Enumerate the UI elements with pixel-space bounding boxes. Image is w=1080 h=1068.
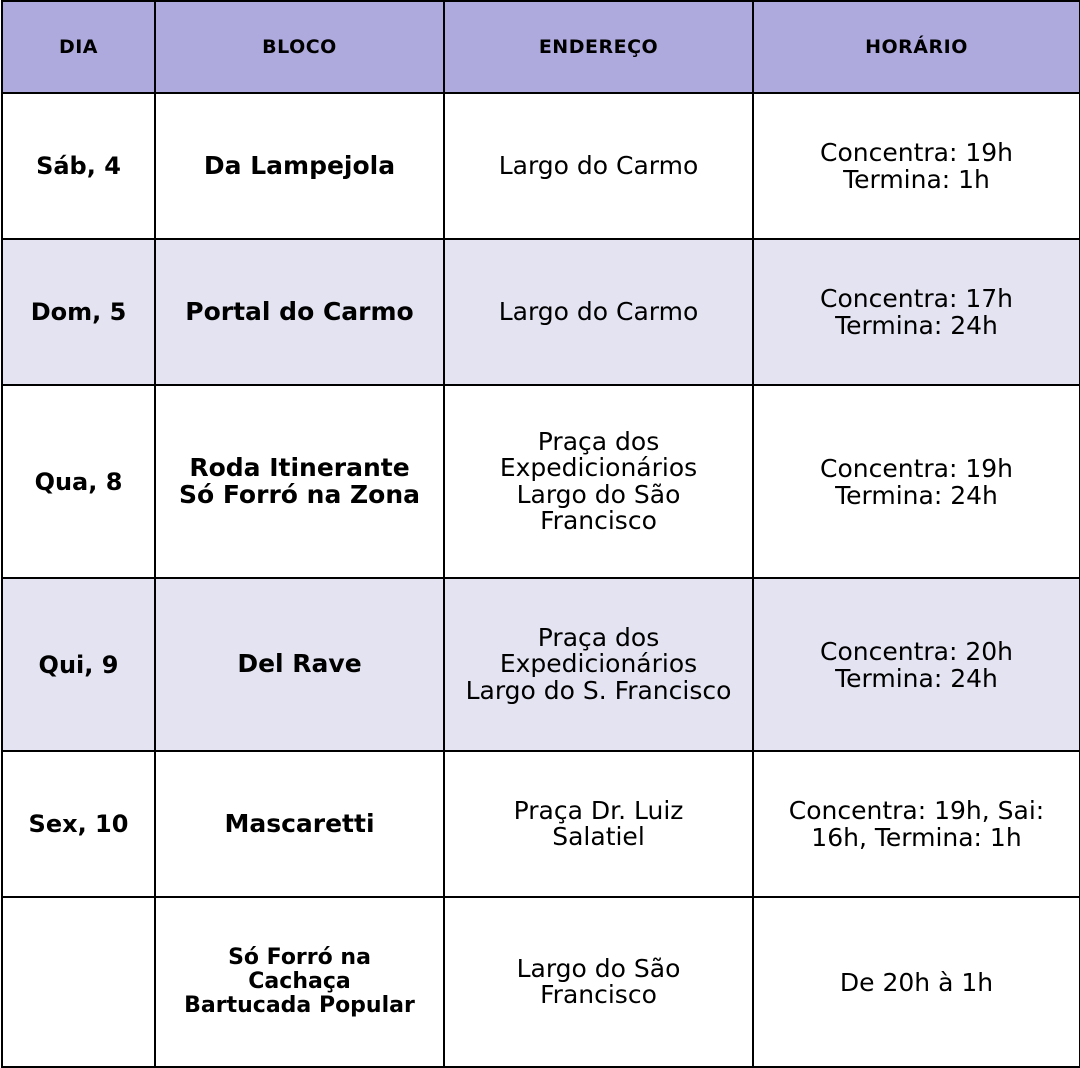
cell-endereco [444, 578, 753, 751]
cell-bloco [155, 578, 444, 751]
cell-bloco [155, 385, 444, 578]
bloco-line: Só Forró na [228, 944, 371, 970]
endereco-line: Largo do São [516, 953, 681, 983]
cell-dia: Qua, 8 [2, 385, 155, 578]
endereco-line: Expedicionários [499, 649, 698, 679]
table-row [2, 897, 1080, 1067]
cell-horario [753, 93, 1080, 239]
bloco-line: Mascaretti [224, 808, 375, 838]
cell-endereco [444, 897, 753, 1067]
horario-line: Concentra: 17h [820, 284, 1013, 313]
horario-line: 16h, Termina: 1h [811, 823, 1022, 852]
endereco-line: Largo do Carmo [498, 296, 699, 326]
cell-endereco [444, 239, 753, 385]
bloco-line: Da Lampejola [203, 150, 396, 180]
horario-line: Concentra: 19h [820, 138, 1013, 167]
table-row [2, 385, 1080, 578]
header-dia: DIA [2, 1, 155, 93]
endereco-line: Francisco [540, 505, 657, 535]
table-row [2, 751, 1080, 897]
cell-dia: Qui, 9 [2, 578, 155, 751]
endereco-line: Francisco [540, 980, 657, 1009]
table-header [2, 1, 1080, 93]
bloco-line: Portal do Carmo [185, 296, 414, 326]
cell-endereco [444, 751, 753, 897]
bloco-line: Del Rave [237, 649, 362, 679]
bloco-line: Roda Itinerante [189, 453, 410, 483]
horario-line: Concentra: 19h, Sai: [788, 796, 1045, 825]
table-row [2, 239, 1080, 385]
table-body [2, 93, 1080, 1067]
header-endereco: ENDEREÇO [444, 1, 753, 93]
header-bloco: BLOCO [155, 1, 444, 93]
header-row [2, 1, 1080, 93]
cell-horario [753, 385, 1080, 578]
horario-line: Termina: 24h [835, 663, 998, 693]
cell-bloco [155, 897, 444, 1067]
cell-dia [2, 897, 155, 1067]
endereco-line: Praça dos [537, 623, 660, 653]
horario-line: Termina: 24h [835, 480, 998, 510]
horario-line: Concentra: 19h [820, 453, 1013, 483]
cell-bloco [155, 239, 444, 385]
header-horario: HORÁRIO [753, 1, 1080, 93]
endereco-line: Largo do S. Francisco [465, 675, 732, 705]
endereco-line: Praça Dr. Luiz [513, 795, 684, 825]
bloco-line: Só Forró na Zona [178, 479, 420, 509]
bloco-line: Bartucada Popular [184, 993, 415, 1019]
endereco-line: Salatiel [552, 822, 645, 851]
schedule-table [1, 0, 1080, 1068]
endereco-line: Expedicionários [499, 453, 698, 483]
horario-line: Concentra: 20h [820, 636, 1013, 666]
endereco-line: Largo do São [516, 479, 681, 509]
bloco-line: Cachaça [248, 968, 351, 994]
cell-dia: Sex, 10 [2, 751, 155, 897]
cell-horario [753, 897, 1080, 1067]
cell-endereco [444, 385, 753, 578]
cell-bloco [155, 93, 444, 239]
cell-horario [753, 578, 1080, 751]
cell-horario [753, 239, 1080, 385]
horario-line: De 20h à 1h [839, 967, 994, 997]
endereco-line: Largo do Carmo [498, 150, 699, 180]
table-row [2, 578, 1080, 751]
cell-horario [753, 751, 1080, 897]
cell-endereco [444, 93, 753, 239]
endereco-line: Praça dos [537, 427, 660, 456]
cell-bloco [155, 751, 444, 897]
cell-dia: Dom, 5 [2, 239, 155, 385]
cell-dia: Sáb, 4 [2, 93, 155, 239]
horario-line: Termina: 24h [835, 311, 998, 340]
table-row [2, 93, 1080, 239]
horario-line: Termina: 1h [843, 165, 990, 194]
